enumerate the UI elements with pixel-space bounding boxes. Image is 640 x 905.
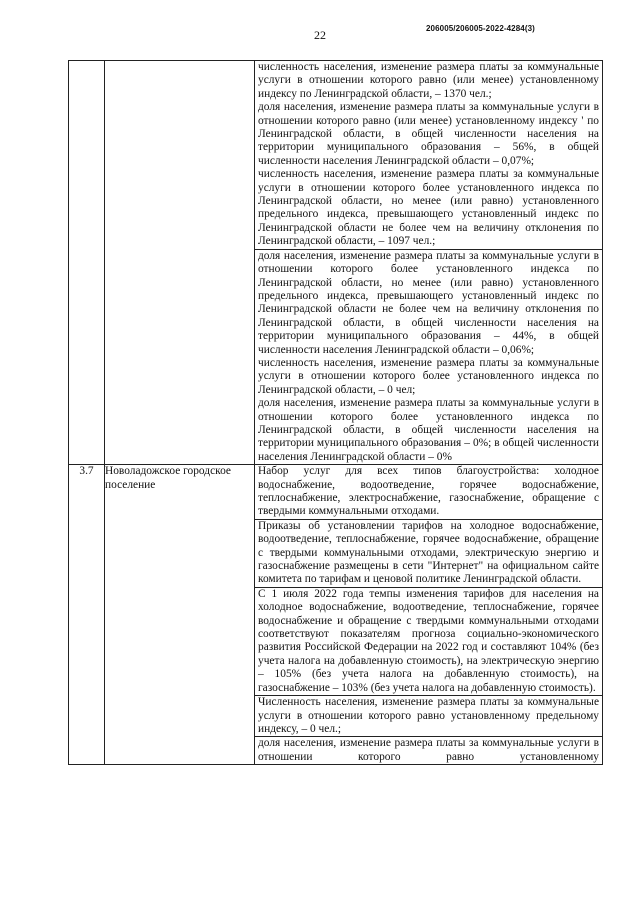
table-row — [69, 465, 603, 765]
municipality-name — [105, 61, 255, 465]
paragraph: Численность населения, изменение размера платы за коммунальные услуги в отношении которого равно установленному предельному индексу, – 0 чел.; — [258, 696, 599, 735]
text-block — [255, 519, 602, 587]
document-id: 206005/206005-2022-4284(3) — [426, 24, 535, 33]
table-row — [69, 61, 603, 465]
paragraph: С 1 июля 2022 года темпы изменения тарифов для населения на холодное водоснабжение, водоотведение, теплоснабжение, горячее водоснабжение и обращение с твердыми коммунальными отходами соответствуют показателям прогноза социально-экономического развития Российской Федерации на 2022 год и составляют 104% (без учета налога на добавленную стоимость), на электрическую энергию – 105% (без учета налога на добавленную стоимость), на газоснабжение – 103% (без учета налога на добавленную стоимость). — [258, 587, 599, 694]
paragraph: численность населения, изменение размера платы за коммунальные услуги в отношении которого более установленного индекса по Ленинградской области, но менее (или равно) установленного предельного индекса, превышающего установленный индекс по Ленинградской области не более чем на величину отклонения по Ленинградской области, – 1097 чел.; — [258, 168, 599, 248]
paragraph: Набор услуг для всех типов благоустройства: холодное водоснабжение, водоотведение, горячее водоснабжение, теплоснабжение, электроснабжение, газоснабжение, обращение с твердыми коммунальными отходами. — [258, 465, 599, 518]
row-number: 3.7 — [69, 465, 105, 765]
paragraph: доля населения, изменение размера платы за коммунальные услуги в отношении которого равно установленному — [258, 737, 599, 763]
row-number — [69, 61, 105, 465]
paragraph: численность населения, изменение размера платы за коммунальные услуги в отношении которого равно (или менее) установленному индексу по Ленинградской области, – 1370 чел.; — [258, 61, 599, 100]
text-block — [255, 465, 602, 519]
page-number: 22 — [314, 28, 326, 42]
paragraph: численность населения, изменение размера платы за коммунальные услуги в отношении которого более установленного индекса по Ленинградской области, – 0 чел; — [258, 356, 599, 396]
paragraph: доля населения, изменение размера платы за коммунальные услуги в отношении которого более установленного индекса по Ленинградской области, но менее (или равно) установленного предельного индекса, превышающего установленный индекс по Ленинградской области не более чем на величину отклонения по Ленинградской области, в общей численности населения на территории муниципального образования – 44%, в общей численности населения Ленинградской области – 0,06%; — [258, 249, 599, 356]
description-cell — [255, 465, 603, 765]
text-block — [255, 61, 602, 249]
content-table — [68, 60, 603, 765]
municipality-name: Новоладожское городское поселение — [105, 465, 255, 765]
paragraph: Приказы об установлении тарифов на холодное водоснабжение, водоотведение, теплоснабжение, горячее водоснабжение, обращение с твердыми коммунальными отходами, электрическую энергию и газоснабжение размещены в сети "Интернет" на официальном сайте комитета по тарифам и ценовой политике Ленинградской области. — [258, 519, 599, 586]
description-cell — [255, 61, 603, 465]
text-block — [255, 695, 602, 736]
paragraph: доля населения, изменение размера платы за коммунальные услуги в отношении которого равно (или менее) установленному индексу ' по Ленинградской области, в общей численности населения на территории муниципального образования – 56%, в общей численности населения Ленинградской области – 0,07%; — [258, 101, 599, 167]
text-block — [255, 249, 602, 465]
paragraph: доля населения, изменение размера платы за коммунальные услуги в отношении которого более установленного индекса по Ленинградской области, в общей численности населения на территории муниципального образования – 0%; в общей численности населения Ленинградской области – 0% — [258, 397, 599, 463]
text-block — [255, 736, 602, 764]
text-block — [255, 587, 602, 695]
